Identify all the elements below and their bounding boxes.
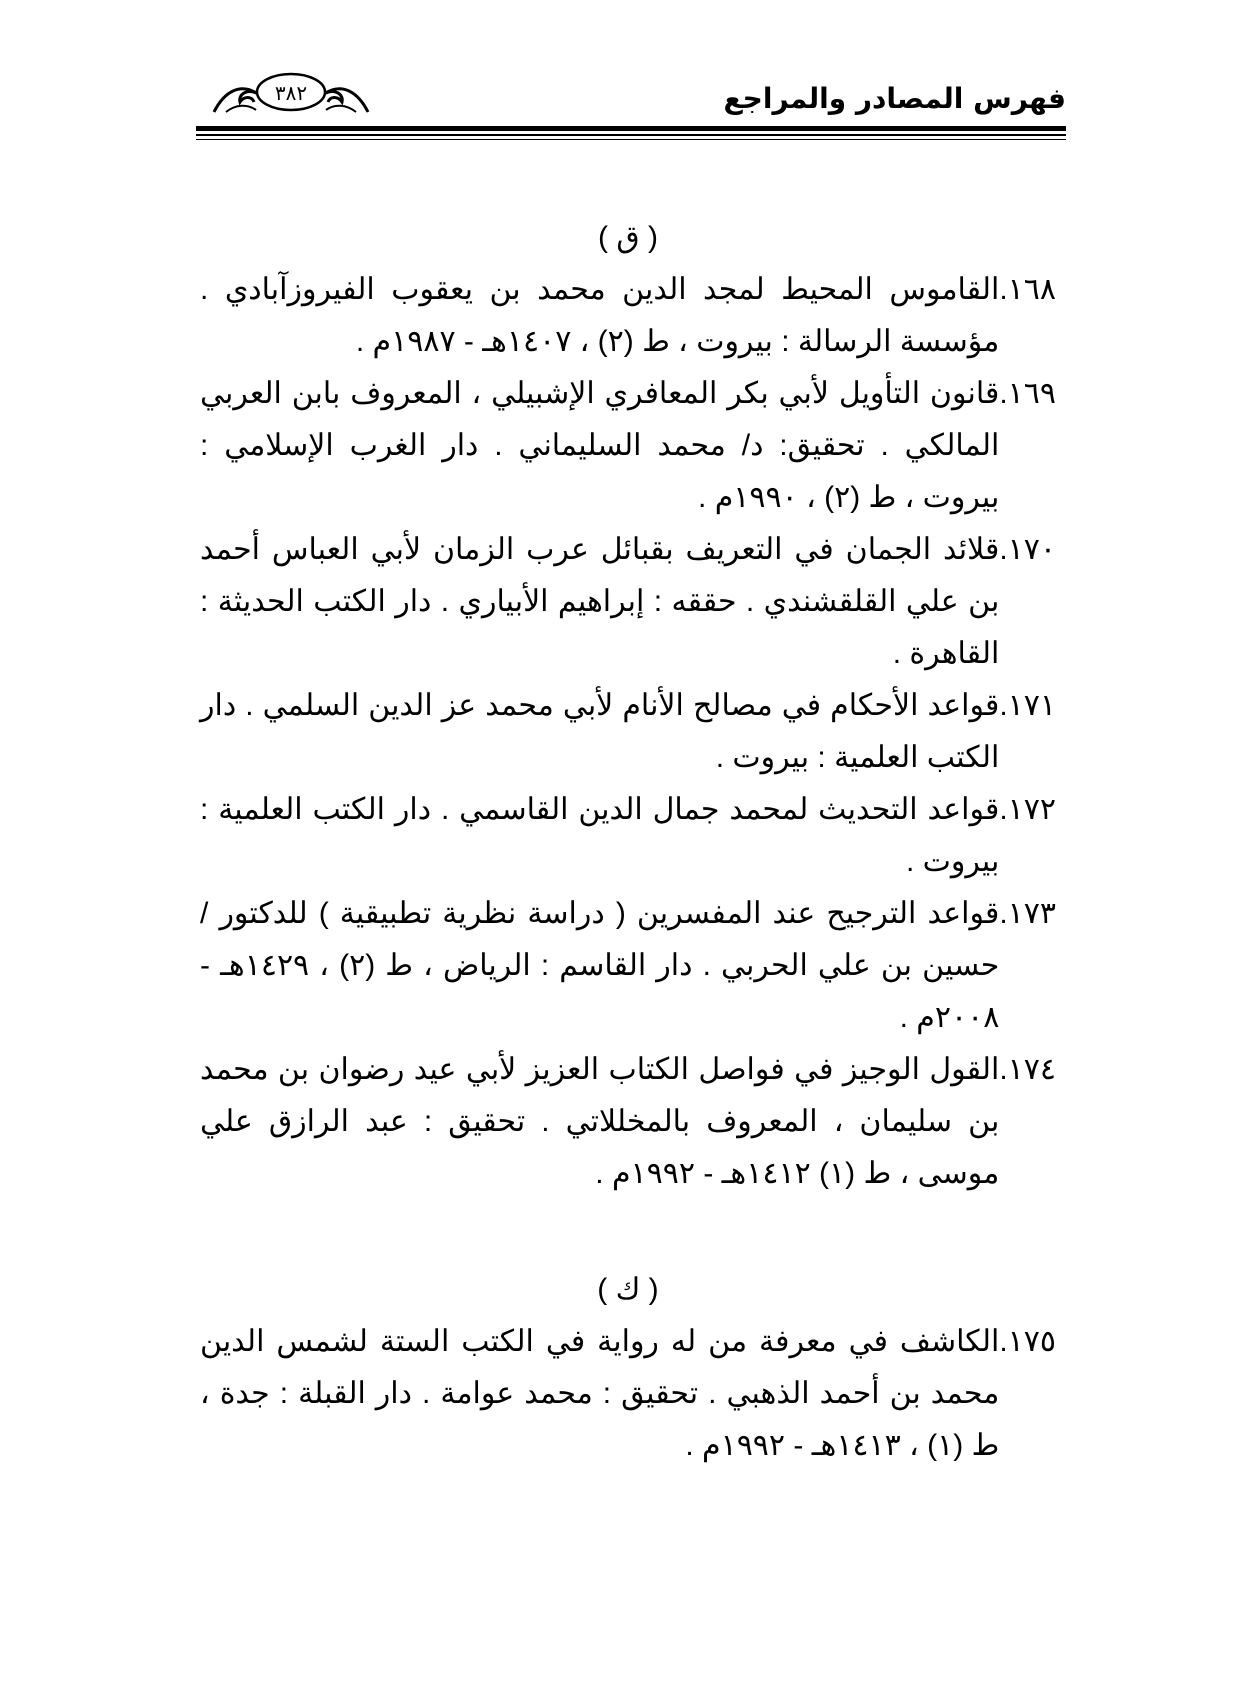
section-heading: ( ق ) — [598, 221, 658, 254]
entry-number: ١٧٠. — [999, 533, 1056, 566]
entry-number: ١٧٢. — [999, 793, 1056, 826]
entry-text: قانون التأويل لأبي بكر المعافري الإشبيلي ، المعروف بابن العربي المالكي . تحقيق: د/ محمد السليماني . دار الغرب الإسلامي : بيروت ، ط (٢) ، ١٩٩٠م . — [200, 377, 1000, 514]
bibliography — [200, 212, 1056, 1472]
page-number: ٣٨٢ — [274, 81, 308, 105]
entry-number: ١٧١. — [999, 689, 1056, 722]
entry-text: القول الوجيز في فواصل الكتاب العزيز لأبي عيد رضوان بن محمد بن سليمان ، المعروف بالمخللاتي . تحقيق : عبد الرازق علي موسى ، ط (١) ١٤١٢هـ - ١٩٩٢م . — [200, 1053, 1000, 1190]
entry-text: الكاشف في معرفة من له رواية في الكتب الستة لشمس الدين محمد بن أحمد الذهبي . تحقيق : محمد عوامة . دار القبلة : جدة ، ط (١) ، ١٤١٣هـ - ١٩٩٢م . — [200, 1325, 1000, 1462]
list-item — [200, 368, 1056, 524]
list-item — [200, 784, 1056, 888]
section-qaf — [200, 212, 1056, 1200]
entry-text: القاموس المحيط لمجد الدين محمد بن يعقوب الفيروزآبادي . مؤسسة الرسالة : بيروت ، ط (٢) ، ١٤٠٧هـ - ١٩٨٧م . — [200, 273, 1000, 358]
page-number-ornament — [196, 68, 386, 116]
list-item — [200, 1316, 1056, 1472]
entry-number: ١٦٨. — [999, 273, 1056, 306]
list-item — [200, 888, 1056, 1044]
page-header — [196, 68, 1066, 138]
entry-text: قواعد التحديث لمحمد جمال الدين القاسمي . دار الكتب العلمية : بيروت . — [200, 793, 1000, 878]
list-item — [200, 264, 1056, 368]
section-heading: ( ك ) — [597, 1273, 659, 1306]
entry-text: قواعد الترجيح عند المفسرين ( دراسة نظرية تطبيقية ) للدكتور / حسين بن علي الحربي . دار القاسم : الرياض ، ط (٢) ، ١٤٢٩هـ - ٢٠٠٨م . — [200, 897, 1000, 1034]
entry-text: قلائد الجمان في التعريف بقبائل عرب الزمان لأبي العباس أحمد بن علي القلقشندي . حققه : إبراهيم الأبياري . دار الكتب الحديثة : القاهرة . — [200, 533, 1000, 670]
entry-number: ١٧٥. — [999, 1325, 1056, 1358]
header-title: فهرس المصادر والمراجع — [723, 82, 1066, 115]
section-spacer — [200, 1200, 1056, 1264]
list-item — [200, 680, 1056, 784]
entry-number: ١٦٩. — [999, 377, 1056, 410]
section-kaf — [200, 1264, 1056, 1472]
entry-number: ١٧٤. — [999, 1053, 1056, 1086]
entry-number: ١٧٣. — [999, 897, 1056, 930]
list-item — [200, 524, 1056, 680]
list-item — [200, 1044, 1056, 1200]
header-rule — [196, 126, 1066, 131]
header-rule — [196, 139, 1066, 140]
entry-text: قواعد الأحكام في مصالح الأنام لأبي محمد عز الدين السلمي . دار الكتب العلمية : بيروت . — [200, 689, 1000, 774]
header-rule — [196, 134, 1066, 136]
